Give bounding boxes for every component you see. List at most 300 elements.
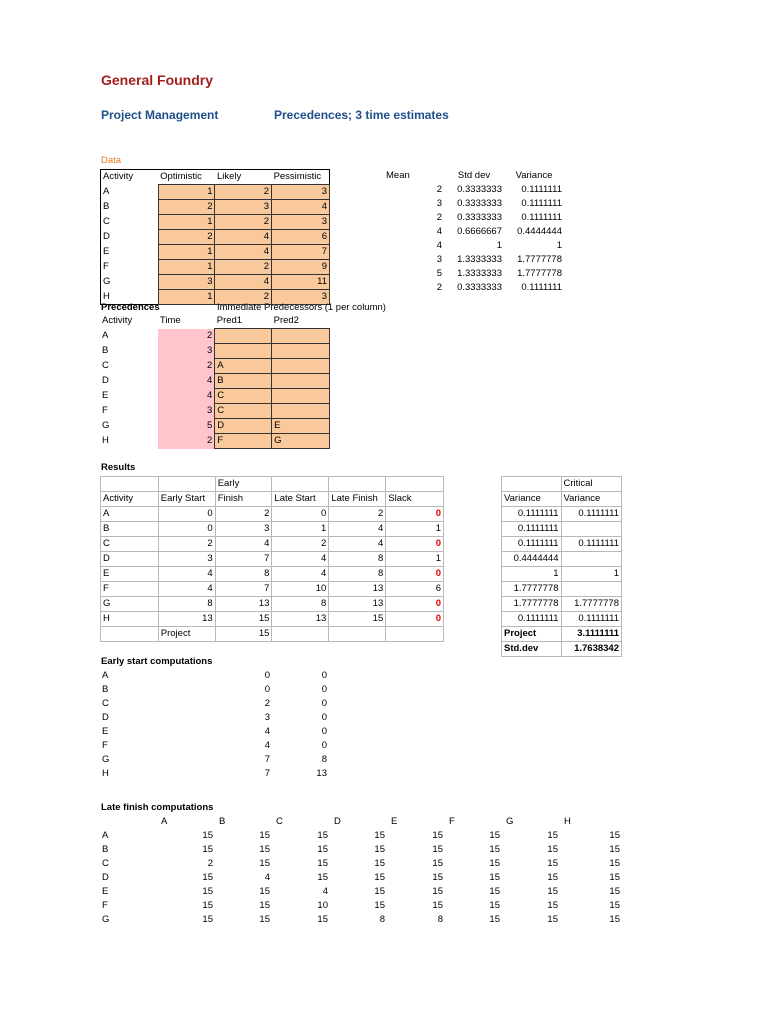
computed-value: 15 — [259, 914, 270, 925]
activity-cell: G — [102, 420, 110, 431]
computed-value: 7 — [264, 768, 270, 779]
lik-cell: 3 — [215, 200, 272, 215]
variance-cell: 0.1111111 — [521, 282, 562, 293]
computed-value: 15 — [609, 900, 620, 911]
activity-cell: E — [103, 246, 110, 257]
std-dev-cell: 0.6666667 — [457, 226, 502, 237]
precedence-row — [100, 359, 330, 374]
late-start-cell: 10 — [272, 582, 329, 597]
results-row — [101, 612, 444, 627]
lik-cell: 2 — [215, 215, 272, 230]
data-row — [101, 230, 330, 245]
computed-value: 15 — [432, 900, 443, 911]
header-early-top: Early — [215, 477, 272, 492]
pred1-cell: A — [215, 359, 272, 374]
variance-cell: 1.7777778 — [517, 268, 562, 279]
early-start-table — [100, 669, 329, 781]
precedences-header-row — [100, 314, 330, 329]
critical-variance-cell: 0.1111111 — [561, 507, 621, 522]
early-start-row — [100, 697, 329, 711]
late-finish-cell: 15 — [329, 612, 386, 627]
data-row — [101, 185, 330, 200]
early-start-row — [100, 725, 329, 739]
header-variance: Variance — [515, 170, 553, 181]
late-finish-row — [100, 857, 622, 871]
variance-cell: 0.1111111 — [521, 198, 562, 209]
computed-value: 15 — [609, 858, 620, 869]
computed-value: 0 — [264, 684, 270, 695]
lik-cell: 2 — [215, 185, 272, 200]
activity-cell: C — [102, 360, 109, 371]
column-header: E — [391, 816, 398, 827]
project-variance: 3.1111111 — [561, 627, 621, 642]
pred1-cell — [215, 329, 272, 344]
early-start-cell: 0 — [158, 522, 215, 537]
pred2-cell — [272, 404, 330, 419]
time-cell: 3 — [158, 404, 215, 419]
early-start-label: Early start computations — [101, 656, 213, 667]
opt-cell: 1 — [158, 245, 215, 260]
header-pessimistic: Pessimistic — [273, 171, 322, 182]
stats-row — [384, 225, 564, 239]
precedence-row — [100, 389, 330, 404]
activity-cell: G — [103, 276, 111, 287]
pred1-cell: F — [215, 434, 272, 449]
late-finish-table — [100, 815, 622, 927]
project-duration: 15 — [215, 627, 272, 642]
data-row — [101, 200, 330, 215]
computed-value: 0 — [321, 712, 327, 723]
stats-row — [384, 211, 564, 225]
variance-cell: 1 — [502, 567, 562, 582]
opt-cell: 1 — [158, 185, 215, 200]
pred2-cell — [272, 329, 330, 344]
activity-cell: F — [101, 582, 159, 597]
variance-cell: 0.1111111 — [502, 507, 562, 522]
precedences-label: Precedences — [101, 302, 160, 313]
computed-value: 4 — [264, 872, 270, 883]
project-stddev: 1.7638342 — [561, 642, 621, 657]
stats-row — [384, 253, 564, 267]
activity-cell: E — [102, 726, 109, 737]
activity-cell: H — [102, 768, 109, 779]
activity-cell: F — [102, 405, 108, 416]
results-header-top-row — [101, 477, 444, 492]
mean-cell: 2 — [436, 184, 442, 195]
computed-value: 15 — [374, 844, 385, 855]
computed-value: 15 — [432, 858, 443, 869]
computed-value: 8 — [437, 914, 443, 925]
late-start-cell: 2 — [272, 537, 329, 552]
late-finish-row — [100, 913, 622, 927]
computed-value: 2 — [264, 698, 270, 709]
mean-cell: 4 — [436, 226, 442, 237]
pred1-cell: D — [215, 419, 272, 434]
empty-cell — [100, 815, 157, 829]
computed-value: 15 — [374, 886, 385, 897]
computed-value: 15 — [317, 830, 328, 841]
pred2-cell — [272, 389, 330, 404]
stats-row — [384, 197, 564, 211]
header-likely: Likely — [216, 171, 242, 182]
results-row — [101, 522, 444, 537]
stats-header-row — [384, 169, 564, 183]
computed-value: 15 — [547, 872, 558, 883]
computed-value: 15 — [489, 872, 500, 883]
precedence-row — [100, 374, 330, 389]
slack-cell: 0 — [386, 537, 444, 552]
computed-value: 0 — [321, 684, 327, 695]
std-dev-cell: 0.3333333 — [457, 212, 502, 223]
pred1-cell: C — [215, 389, 272, 404]
pes-cell: 6 — [272, 230, 330, 245]
critical-variance-cell: 0.1111111 — [561, 537, 621, 552]
computed-value: 15 — [317, 872, 328, 883]
stats-row — [384, 183, 564, 197]
late-finish-cell: 4 — [329, 522, 386, 537]
early-start-cell: 8 — [158, 597, 215, 612]
mean-cell: 3 — [436, 198, 442, 209]
activity-cell: B — [102, 844, 109, 855]
pes-cell: 3 — [272, 290, 330, 305]
early-start-row — [100, 669, 329, 683]
data-header-row — [101, 170, 330, 185]
activity-cell: F — [103, 261, 109, 272]
header-variance: Variance — [502, 492, 562, 507]
data-row — [101, 215, 330, 230]
computed-value: 15 — [374, 872, 385, 883]
pred2-cell — [272, 344, 330, 359]
variance-row — [502, 522, 622, 537]
late-start-cell: 4 — [272, 567, 329, 582]
computed-value: 15 — [547, 858, 558, 869]
column-header: G — [506, 816, 514, 827]
data-section-label: Data — [101, 155, 122, 166]
variance-row — [502, 552, 622, 567]
late-finish-cell: 8 — [329, 552, 386, 567]
early-start-cell: 0 — [158, 507, 215, 522]
pred1-cell — [215, 344, 272, 359]
late-start-cell: 0 — [272, 507, 329, 522]
early-start-row — [100, 683, 329, 697]
column-header: C — [276, 816, 283, 827]
variance-cell: 0.4444444 — [517, 226, 562, 237]
computed-value: 15 — [609, 844, 620, 855]
computed-value: 15 — [202, 900, 213, 911]
early-start-row — [100, 711, 329, 725]
activity-cell: E — [102, 390, 109, 401]
lik-cell: 2 — [215, 260, 272, 275]
header-late-finish: Late Finish — [329, 492, 386, 507]
std-dev-cell: 0.3333333 — [457, 198, 502, 209]
pred2-cell — [272, 359, 330, 374]
header-critical-variance: Variance — [561, 492, 621, 507]
pes-cell: 11 — [272, 275, 330, 290]
activity-cell: H — [103, 290, 110, 302]
computed-value: 15 — [609, 830, 620, 841]
activity-cell: A — [102, 330, 109, 341]
computed-value: 15 — [489, 900, 500, 911]
results-row — [101, 567, 444, 582]
computed-value: 8 — [379, 914, 385, 925]
early-start-cell: 2 — [158, 537, 215, 552]
results-table — [100, 476, 444, 642]
computed-value: 15 — [489, 886, 500, 897]
results-row — [101, 582, 444, 597]
activity-cell: H — [102, 435, 109, 446]
late-finish-header-row — [100, 815, 622, 829]
computed-value: 15 — [547, 886, 558, 897]
activity-cell: A — [102, 670, 109, 681]
computed-value: 8 — [321, 754, 327, 765]
late-finish-cell: 8 — [329, 567, 386, 582]
computed-value: 15 — [489, 858, 500, 869]
header-pred1: Pred1 — [216, 315, 243, 326]
lik-cell: 4 — [215, 230, 272, 245]
header-activity: Activity — [103, 171, 134, 183]
data-row — [101, 260, 330, 275]
project-label: Project — [158, 627, 215, 642]
opt-cell: 2 — [158, 230, 215, 245]
early-finish-cell: 8 — [215, 567, 272, 582]
precedence-row — [100, 404, 330, 419]
header-pred2: Pred2 — [273, 315, 299, 326]
empty-cell — [386, 627, 444, 642]
activity-cell: C — [103, 216, 110, 227]
activity-cell: G — [102, 754, 110, 765]
pred1-cell: B — [215, 374, 272, 389]
computed-value: 15 — [547, 830, 558, 841]
activity-cell: A — [102, 830, 109, 841]
early-finish-cell: 7 — [215, 552, 272, 567]
activity-cell: B — [102, 345, 109, 356]
activity-cell: F — [102, 900, 108, 911]
computed-value: 15 — [317, 844, 328, 855]
computed-value: 15 — [432, 844, 443, 855]
pes-cell: 4 — [272, 200, 330, 215]
mean-cell: 4 — [436, 240, 442, 251]
late-finish-cell: 13 — [329, 597, 386, 612]
slack-cell: 1 — [386, 552, 444, 567]
pes-cell: 3 — [272, 185, 330, 200]
critical-variance-cell — [561, 522, 621, 537]
computed-value: 15 — [259, 900, 270, 911]
computed-value: 15 — [609, 914, 620, 925]
time-cell: 4 — [158, 389, 215, 404]
opt-cell: 2 — [158, 200, 215, 215]
early-start-cell: 4 — [158, 582, 215, 597]
computed-value: 15 — [259, 844, 270, 855]
precedences-note: Immediate Predecessors (1 per column) — [217, 302, 386, 313]
header-slack: Slack — [386, 492, 444, 507]
critical-variance-cell — [561, 582, 621, 597]
pes-cell: 9 — [272, 260, 330, 275]
activity-cell: F — [102, 740, 108, 751]
stats-row — [384, 281, 564, 295]
critical-variance-cell: 1 — [561, 567, 621, 582]
computed-value: 15 — [609, 886, 620, 897]
late-finish-row — [100, 829, 622, 843]
results-row — [101, 537, 444, 552]
computed-value: 15 — [317, 858, 328, 869]
computed-value: 13 — [316, 768, 327, 779]
computed-value: 0 — [321, 670, 327, 681]
computed-value: 15 — [259, 858, 270, 869]
early-finish-cell: 4 — [215, 537, 272, 552]
activity-cell: D — [102, 872, 109, 883]
early-start-row — [100, 739, 329, 753]
variance-header-top-row — [502, 477, 622, 492]
early-start-cell: 4 — [158, 567, 215, 582]
early-start-cell: 13 — [158, 612, 215, 627]
slack-cell: 0 — [386, 597, 444, 612]
variance-stddev-row — [502, 642, 622, 657]
precedence-row — [100, 434, 330, 449]
activity-cell: D — [102, 712, 109, 723]
computed-value: 15 — [374, 900, 385, 911]
slack-cell: 0 — [386, 612, 444, 627]
precedences-table — [100, 314, 330, 449]
pred1-cell: C — [215, 404, 272, 419]
activity-cell: C — [102, 858, 109, 869]
mean-cell: 5 — [436, 268, 442, 279]
early-start-row — [100, 767, 329, 781]
slack-cell: 0 — [386, 567, 444, 582]
mean-cell: 3 — [436, 254, 442, 265]
late-finish-row — [100, 843, 622, 857]
header-activity: Activity — [102, 315, 133, 327]
time-cell: 5 — [158, 419, 215, 434]
header-late-start: Late Start — [272, 492, 329, 507]
precedence-row — [100, 419, 330, 434]
computed-value: 15 — [547, 914, 558, 925]
activity-cell: D — [103, 231, 110, 242]
mean-cell: 2 — [436, 282, 442, 293]
empty-cell — [329, 627, 386, 642]
column-header: F — [449, 816, 455, 827]
variance-row — [502, 507, 622, 522]
slack-cell: 1 — [386, 522, 444, 537]
activity-cell: H — [101, 612, 159, 627]
activity-cell: B — [103, 201, 110, 212]
opt-cell: 1 — [158, 290, 215, 305]
computed-value: 4 — [264, 726, 270, 737]
late-start-cell: 8 — [272, 597, 329, 612]
computed-value: 15 — [202, 872, 213, 883]
header-critical-top: Critical — [561, 477, 621, 492]
stats-row — [384, 239, 564, 253]
computed-value: 0 — [321, 698, 327, 709]
time-cell: 2 — [158, 329, 215, 344]
empty-cell — [101, 627, 159, 642]
header-time: Time — [159, 315, 181, 327]
computed-value: 15 — [202, 886, 213, 897]
computed-value: 15 — [374, 830, 385, 841]
activity-cell: C — [101, 537, 159, 552]
late-start-cell: 13 — [272, 612, 329, 627]
header-optimistic: Optimistic — [160, 171, 202, 182]
subtitle-precedences: Precedences; 3 time estimates — [274, 108, 449, 122]
precedence-row — [100, 329, 330, 344]
lik-cell: 2 — [215, 290, 272, 305]
column-header: A — [161, 816, 168, 827]
early-finish-cell: 15 — [215, 612, 272, 627]
early-start-cell: 3 — [158, 552, 215, 567]
page-title: General Foundry — [101, 72, 214, 88]
variance-header-row — [502, 492, 622, 507]
computed-value: 15 — [259, 886, 270, 897]
variance-cell: 0.4444444 — [502, 552, 562, 567]
activity-cell: B — [102, 684, 109, 695]
variance-cell: 0.1111111 — [502, 612, 562, 627]
computed-value: 15 — [202, 914, 213, 925]
computed-value: 15 — [432, 886, 443, 897]
lik-cell: 4 — [215, 245, 272, 260]
computed-value: 2 — [207, 858, 213, 869]
time-cell: 2 — [158, 359, 215, 374]
early-finish-cell: 7 — [215, 582, 272, 597]
early-finish-cell: 2 — [215, 507, 272, 522]
lik-cell: 4 — [215, 275, 272, 290]
computed-value: 15 — [609, 872, 620, 883]
late-start-cell: 1 — [272, 522, 329, 537]
computed-value: 0 — [264, 670, 270, 681]
slack-cell: 6 — [386, 582, 444, 597]
pes-cell: 3 — [272, 215, 330, 230]
computed-value: 15 — [374, 858, 385, 869]
variance-cell: 1.7777778 — [517, 254, 562, 265]
late-finish-cell: 4 — [329, 537, 386, 552]
time-cell: 3 — [158, 344, 215, 359]
results-row — [101, 597, 444, 612]
late-finish-label: Late finish computations — [101, 802, 214, 813]
activity-cell: E — [101, 567, 159, 582]
stddev-label: Std.dev — [502, 642, 562, 657]
variance-table — [501, 476, 622, 657]
computed-value: 15 — [489, 844, 500, 855]
early-finish-cell: 3 — [215, 522, 272, 537]
critical-variance-cell — [561, 552, 621, 567]
critical-variance-cell: 1.7777778 — [561, 597, 621, 612]
data-row — [101, 275, 330, 290]
std-dev-cell: 0.3333333 — [457, 184, 502, 195]
time-cell: 2 — [158, 434, 215, 449]
late-finish-cell: 2 — [329, 507, 386, 522]
late-finish-row — [100, 885, 622, 899]
variance-cell: 1.7777778 — [502, 582, 562, 597]
variance-cell: 1 — [556, 240, 562, 251]
variance-row — [502, 612, 622, 627]
late-start-cell: 4 — [272, 552, 329, 567]
variance-project-row — [502, 627, 622, 642]
header-mean: Mean — [386, 170, 410, 181]
slack-cell: 0 — [386, 507, 444, 522]
computed-value: 15 — [432, 872, 443, 883]
data-table — [100, 169, 330, 305]
results-row — [101, 552, 444, 567]
early-finish-cell: 13 — [215, 597, 272, 612]
computed-value: 0 — [321, 726, 327, 737]
pes-cell: 7 — [272, 245, 330, 260]
variance-cell: 0.1111111 — [502, 537, 562, 552]
std-dev-cell: 1.3333333 — [457, 254, 502, 265]
variance-row — [502, 597, 622, 612]
activity-cell: B — [101, 522, 159, 537]
computed-value: 15 — [432, 830, 443, 841]
std-dev-cell: 1 — [496, 240, 502, 251]
activity-cell: A — [101, 507, 159, 522]
data-row — [101, 245, 330, 260]
